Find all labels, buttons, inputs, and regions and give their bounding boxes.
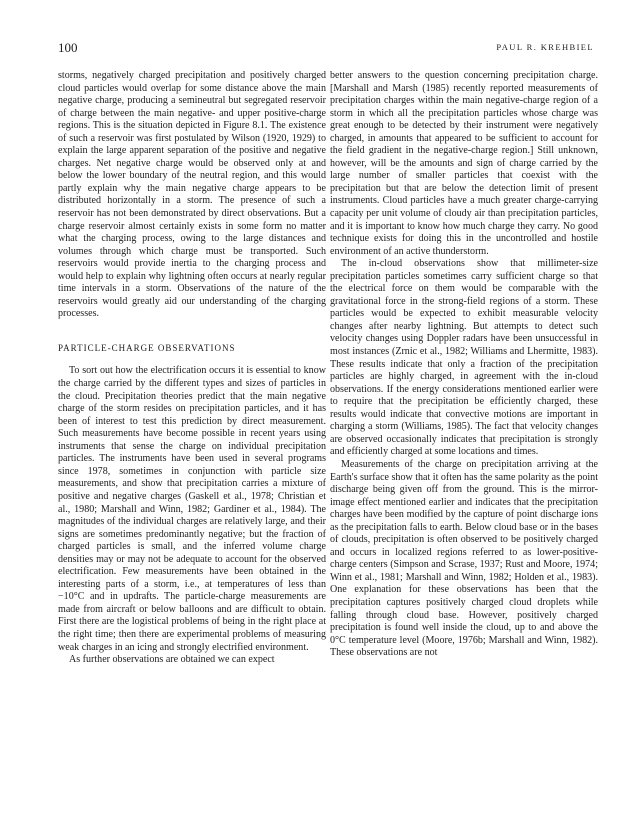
- running-head: PAUL R. KREHBIEL: [496, 42, 594, 52]
- section-heading: PARTICLE-CHARGE OBSERVATIONS: [58, 342, 236, 353]
- right-paragraph-2: The in-cloud observations show that millimeter-size precipitation particles sometimes carry sufficient charge so that the electrical force on them would be comparable with the gravitational force in the strong-field regions of a storm. These particles would be expected to exhibit measurable velocity changes after nearby lightning. But attempts to detect such velocity changes using Doppler radars have been unsuccessful in most instances (Zrnic et al., 1982; Williams and Lhermitte, 1983). These results indicate that only a fraction of the precipitation particles are highly charged, in agreement with the in-cloud observations. If the energy considerations mentioned earlier were to require that the precipitation be efficiently charged, these results would indicate that convective motions are important in charging a storm (Williams, 1985). The fact that velocity changes are observed occasionally indicates that precipitation is strongly and efficiently charged at some locations and times.: [330, 258, 598, 458]
- left-paragraph-3: As further observations are obtained we can expect: [69, 654, 275, 666]
- page-number: 100: [58, 40, 78, 55]
- right-paragraph-1: better answers to the question concerning precipitation charge. [Marshall and Marsh (1985) recently reported measurements of precipitation charges within the main negative-charge region of a storm in which all the precipitation particles whose charge was great enough to be detected by their instrument were negatively charged, in amounts that appeared to be sufficient to account for the field gradient in the negative-charge region.] Still unknown, however, will be the amounts and sign of charge carried by the large number of smaller particles that coexist with the precipitation but that are below the detection limit of present instruments. Cloud particles have a much greater charge-carrying capacity per unit volume of cloudy air than precipitation particles, and it is important to know how much charge they carry. No good technique exists for doing this in the uncontrolled and hostile environment of an active thunderstorm.: [330, 70, 598, 257]
- left-paragraph-1: storms, negatively charged precipitation and positively charged cloud particles would overlap for some distance above the main negative charge, producing a semineutral but segregated reservoir of charge between the main negative- and upper positive-charge regions. This is the situation depicted in Figure 8.1. The existence of such a reservoir was first postulated by Wilson (1920, 1929) to explain the large apparent separation of the positive and negative charges. Net negative charge would be observed only at and below the lower boundary of the neutral region, and this would partly explain why the main negative charge appears to be distributed horizontally in a storm. The presence of such a reservoir has not been demonstrated by direct observations. But a charge reservoir almost certainly exists in some form no matter what the charging process, owing to the large distances and volumes through which charge must be transported. Such reservoirs would provide inertia to the charging process and would help to explain why lightning often occurs at nearly regular time intervals in a storm. Observations of the nature of the reservoirs would greatly aid our understanding of the charging processes.: [58, 70, 326, 320]
- right-paragraph-3: Measurements of the charge on precipitation arriving at the Earth's surface show that it often has the same polarity as the point discharge being given off from the ground. This is the mirror-image effect mentioned earlier and indicates that the precipitation charges have been modified by the capture of point discharge ions as the precipitation falls to earth. Below cloud base or in the bases of clouds, precipitation is often observed to be positively charged and occurs in localized regions referred to as lower-positive-charge centers (Simpson and Scrase, 1937; Rust and Moore, 1974; Winn et al., 1981; Marshall and Winn, 1982; Holden et al., 1983). One explanation for these observations has been that the precipitation captures positively charged cloud droplets while falling through cloud base. However, positively charged precipitation is found well inside the cloud, up to and above the 0°C temperature level (Moore, 1976b; Marshall and Winn, 1982). These observations are not: [330, 458, 598, 659]
- right-column: [330, 70, 598, 660]
- left-column: [58, 70, 326, 667]
- left-paragraph-2: To sort out how the electrification occurs it is essential to know the charge carried by the different types and sizes of particles in the cloud. Precipitation theories predict that the main negative charge of the storm resides on precipitation particles, and it has been of interest to test this prediction by direct measurement. Such measurements have become possible in recent years using instruments that sense the charge on individual precipitation particles. The instruments have been used in several programs since 1978, sometimes in conjunction with particle size measurements, and show that precipitation carries a mixture of positive and negative charges (Gaskell et al., 1978; Christian et al., 1980; Marshall and Winn, 1982; Gardiner et al., 1984). The magnitudes of the individual charges are relatively large, and their signs are sometimes predominantly negative; but the fraction of charged particles is small, and the inferred volume charge densities may or may not be adequate to account for the observed electrification. Few measurements have been obtained in the interesting parts of a storm, i.e., at temperatures of less than −10°C and in updrafts. The particle-charge measurements are made from aircraft or below balloons and are difficult to obtain. First there are the logistical problems of being in the right place at the right time; then there are experimental problems of measuring weak charges in an icing and strongly electrified environment.: [58, 365, 326, 653]
- page-header: [58, 40, 594, 56]
